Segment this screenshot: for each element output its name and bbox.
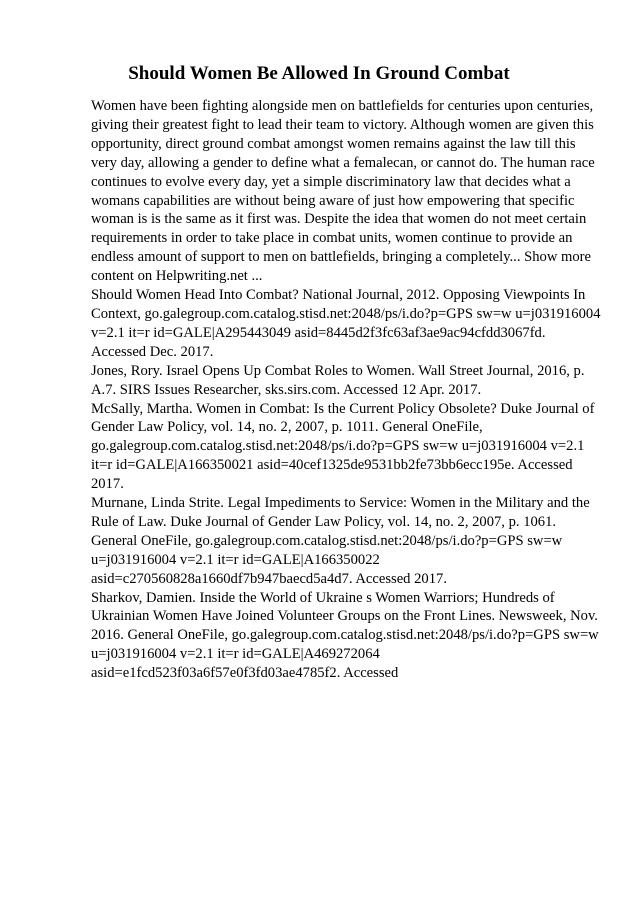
citation-murnane: Murnane, Linda Strite. Legal Impediments to Service: Women in the Military and the Rule of Law. Duke Journal of Gender Law Policy, vol. 14, no. 2, 2007, p. 1061. General OneFile, go.galegroup.com.catalog.stisd.net:2048/ps/i.do?p=GPS sw=w u=j031916004 v=2.1 it=r id=GALE|A166350022 asid=c270560828a1660df7b947baecd5a4d7. Accessed 2017. [91, 495, 590, 587]
citation-national-journal: Should Women Head Into Combat? National Journal, 2012. Opposing Viewpoints In Context, go.galegroup.com.catalog.stisd.net:2048/ps/i.do?p=GPS sw=w u=j031916004 v=2.1 it=r id=GALE|A295443049 asid=8445d2f3fc63af3ae9ac94cfdd3067fd. Accessed Dec. 2017. [91, 287, 601, 360]
citation-sharkov: Sharkov, Damien. Inside the World of Ukraine s Women Warriors; Hundreds of Ukrainian Women Have Joined Volunteer Groups on the Front Lines. Newsweek, Nov. 2016. General OneFile, go.galegroup.com.catalog.stisd.net:2048/ps/i.do?p=GPS sw=w u=j031916004 v=2.1 it=r id=GALE|A469272064 asid=e1fcd523f03a6f57e0f3fd03ae4785f2. Accessed [91, 589, 599, 682]
intro-paragraph: Women have been fighting alongside men on battlefields for centuries upon centuries, giving their greatest fight to lead their team to victory. Although women are given this opportunity, direct ground combat amongst women remains against the law till this very day, allowing a gender to define what a femalecan, or cannot do. The human race continues to evolve every day, yet a simple discriminatory law that decides what a womans capabilities are without being aware of just how empowering that specific woman is is the same as it first was. Despite the idea that women do not meet certain requirements in order to take place in combat units, women continue to provide an endless amount of support to men on battlefields, bringing a completely... Show more content on Helpwriting.net ... [91, 98, 595, 285]
citation-mcsally: McSally, Martha. Women in Combat: Is the Current Policy Obsolete? Duke Journal of Gender Law Policy, vol. 14, no. 2, 2007, p. 1011. General OneFile, go.galegroup.com.catalog.stisd.net:2048/ps/i.do?p=GPS sw=w u=j031916004 v=2.1 it=r id=GALE|A166350021 asid=40cef1325de9531bb2fe73bb6ecc195e. Accessed 2017. [91, 400, 595, 493]
document-body [91, 97, 601, 683]
document-title: Should Women Be Allowed In Ground Combat [128, 63, 510, 84]
citation-jones: Jones, Rory. Israel Opens Up Combat Roles to Women. Wall Street Journal, 2016, p. A.7. SIRS Issues Researcher, sks.sirs.com. Accessed 12 Apr. 2017. [91, 362, 585, 398]
